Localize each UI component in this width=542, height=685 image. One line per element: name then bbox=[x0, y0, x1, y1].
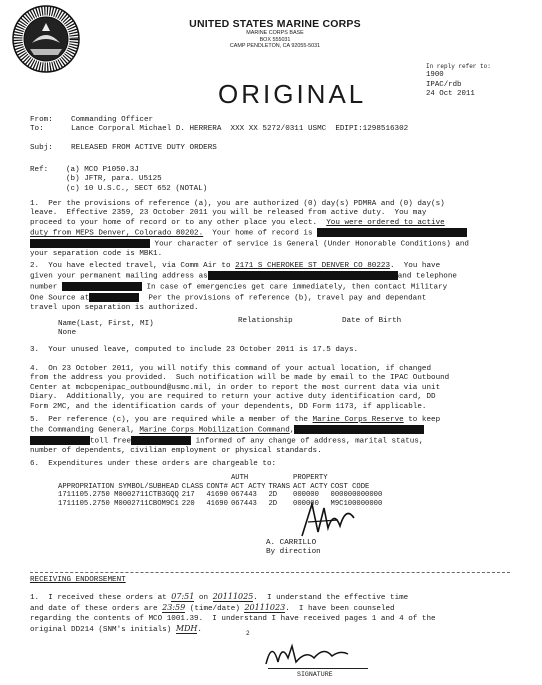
reply-reference-block bbox=[426, 62, 491, 100]
page-mark: 2 bbox=[246, 630, 250, 637]
signer-title: By direction bbox=[266, 548, 321, 556]
subject-line bbox=[30, 144, 217, 153]
p1-line: Your character of service is General (Under Honorable Conditions) and bbox=[150, 240, 469, 249]
p2-line: Per the provisions of reference (b), travel pay and dependant bbox=[139, 294, 427, 303]
reply-office: IPAC/rdb bbox=[426, 80, 462, 89]
reply-label: In reply refer to: bbox=[426, 63, 491, 70]
letterhead-line: MARINE CORPS BASE bbox=[246, 30, 304, 36]
paragraph-6: 6. Expenditures under these orders are chargeable to: bbox=[30, 460, 277, 468]
p4-line: Center at mcbcpenipac_outbound@usmc.mil, in order to report the most current data via unit bbox=[30, 383, 441, 392]
p2-line: number bbox=[30, 283, 62, 292]
redaction bbox=[208, 271, 398, 280]
redaction bbox=[317, 228, 467, 237]
table-cell: 41690 bbox=[206, 499, 228, 508]
p1-underlined: duty from MEPS Denver, Colorado 80202. bbox=[30, 229, 204, 238]
reference-list bbox=[66, 166, 207, 194]
separator-line bbox=[30, 572, 510, 573]
table-header-cell: ACT ACTY bbox=[293, 482, 328, 491]
table-cell: 000000000000 bbox=[330, 491, 383, 500]
table-header-cell bbox=[268, 474, 293, 483]
p1-line: 1. Per the provisions of reference (a), you are authorized (0) day(s) PDMRA and (0) day(s) bbox=[30, 200, 445, 208]
letterhead-title: UNITED STATES MARINE CORPS bbox=[189, 18, 361, 30]
original-stamp: ORIGINAL bbox=[218, 79, 367, 109]
paragraph-4 bbox=[30, 365, 535, 412]
redaction bbox=[30, 239, 150, 248]
handwritten-time: 23:59 bbox=[162, 603, 186, 613]
reference-item: (b) JFTR, para. U5125 bbox=[66, 175, 162, 184]
from-value: Commanding Officer bbox=[71, 116, 154, 124]
table-header-cell: ACT ACTY bbox=[230, 482, 266, 491]
table-header-cell bbox=[206, 474, 231, 483]
p5-line: informed of any change of address, marital status, bbox=[191, 437, 424, 446]
redaction bbox=[62, 282, 142, 291]
member-signature bbox=[262, 636, 352, 670]
receiving-endorsement bbox=[30, 592, 535, 636]
subj-label: Subj: bbox=[30, 144, 53, 152]
letterhead bbox=[150, 18, 400, 50]
p2-underlined: 2171 S CHEROKEE ST DENVER CO 80223 bbox=[235, 262, 391, 270]
endorsement-text: 1. I received these orders at bbox=[30, 594, 172, 602]
endorsement-text: regarding the contents of MCO 1001.39. I understand I have received pages 1 and 4 of the bbox=[30, 614, 436, 623]
p1-line: Your home of record is bbox=[203, 229, 318, 238]
department-of-navy-seal bbox=[12, 5, 80, 73]
p2-line: One Source at bbox=[30, 294, 90, 303]
signer-name: A. CARRILLO bbox=[266, 539, 317, 547]
table-cell: 2D bbox=[268, 499, 278, 508]
table-header-cell: TRANS bbox=[268, 482, 291, 491]
p2-line: given your permanent mailing address as bbox=[30, 272, 208, 281]
p2-line: travel upon separation is authorized. bbox=[30, 304, 199, 313]
p5-line: 5. Per reference (c), you are required while a member of the bbox=[30, 416, 313, 424]
p2-line: In case of emergencies get care immediately, then contact Military bbox=[141, 283, 448, 292]
table-cell: 1711105.2750 M0002711CTB3GQQ bbox=[58, 491, 179, 500]
p5-line: to keep bbox=[403, 416, 441, 424]
p5-line: toll free bbox=[90, 437, 132, 446]
table-header-cell bbox=[58, 474, 182, 483]
letterhead-line: CAMP PENDLETON, CA 92055-5031 bbox=[229, 43, 321, 50]
table-header-row bbox=[58, 483, 385, 492]
table-cell: 000000 bbox=[293, 491, 319, 500]
table-cell: 067443 bbox=[230, 499, 257, 508]
handwritten-date: 20111023 bbox=[244, 603, 286, 613]
p1-underlined: You were ordered to active bbox=[326, 218, 445, 227]
p2-line: and telephone bbox=[397, 272, 457, 281]
subj-value: RELEASED FROM ACTIVE DUTY ORDERS bbox=[71, 144, 217, 152]
dependents-relationship-header: Relationship bbox=[238, 317, 293, 325]
endorsement-text: original DD214 (SNM's initials) bbox=[30, 626, 176, 635]
from-label: From: bbox=[30, 116, 53, 124]
p4-line: Diary. Additionally, you are required to return your active duty identification card, DD bbox=[30, 393, 436, 402]
table-header-top bbox=[58, 474, 385, 483]
table-cell: 000000 bbox=[293, 499, 319, 508]
paragraph-3: 3. Your unused leave, computed to include 23 October 2011 is 17.5 days. bbox=[30, 346, 359, 354]
p1-line: your separation code is MBK1. bbox=[30, 250, 163, 259]
redaction bbox=[89, 293, 139, 302]
handwritten-initials: MDH bbox=[175, 624, 198, 634]
to-value: Lance Corporal Michael D. HERRERA XXX XX 5272/0311 USMC EDIPI:1298516302 bbox=[71, 125, 409, 133]
paragraph-1 bbox=[30, 200, 530, 259]
endorsement-text: (time/date) bbox=[185, 605, 245, 614]
table-cell: M9C100000000 bbox=[330, 499, 383, 508]
table-header-cell: AUTH bbox=[230, 474, 249, 482]
reply-date: 24 Oct 2011 bbox=[426, 90, 475, 99]
signature-line bbox=[268, 668, 368, 669]
table-cell: 220 bbox=[181, 499, 195, 508]
table-header-cell: APPROPRIATION SYMBOL/SUBHEAD bbox=[58, 482, 179, 491]
endorsement-text: and date of these orders are bbox=[30, 605, 163, 614]
table-cell: 1711105.2750 M0002711CBOM9C1 bbox=[58, 499, 179, 508]
table-cell: 41690 bbox=[206, 491, 228, 500]
dependents-name-header: Name(Last, First, MI) bbox=[58, 320, 154, 328]
p4-line: Form 2MC, and the identification cards of your dependents, DD Form 1173, if applicable. bbox=[30, 402, 427, 411]
p5-line: number of dependents, civilian employment or physical standards. bbox=[30, 447, 322, 456]
p2-line: . You have bbox=[390, 262, 441, 270]
table-header-cell bbox=[331, 474, 386, 483]
handwritten-date: 20111025 bbox=[212, 592, 254, 601]
p2-line: 2. You have elected travel, via Comm Air to bbox=[30, 262, 236, 270]
redaction bbox=[131, 436, 191, 445]
ref-label: Ref: bbox=[30, 166, 49, 174]
dependents-value: None bbox=[58, 329, 77, 337]
to-label: To: bbox=[30, 125, 44, 133]
table-header-cell: COST CODE bbox=[330, 482, 370, 491]
dependents-dob-header: Date of Birth bbox=[342, 317, 402, 325]
redaction bbox=[294, 425, 424, 434]
table-cell: 2D bbox=[268, 491, 278, 500]
p5-line: the Commanding General, bbox=[30, 426, 140, 435]
p5-underlined: Marine Corps Mobilization Command bbox=[139, 426, 290, 435]
endorsement-text: . bbox=[197, 626, 202, 635]
reference-item: (c) 10 U.S.C., SECT 652 (NOTAL) bbox=[66, 184, 208, 193]
p4-line: from the address you provided. Such notification will be made by email to the IPAC Outbound bbox=[30, 374, 450, 383]
handwritten-time: 07:51 bbox=[171, 592, 195, 601]
redaction bbox=[30, 436, 90, 445]
endorsement-text: . I understand the effective time bbox=[253, 594, 409, 602]
table-header-cell: PROPERTY bbox=[293, 474, 328, 482]
to-line bbox=[30, 125, 408, 134]
reply-code: 1900 bbox=[426, 71, 444, 80]
endorsement-text: on bbox=[194, 594, 213, 602]
paragraph-5 bbox=[30, 416, 535, 457]
table-cell: 217 bbox=[181, 491, 195, 500]
signer-signature bbox=[298, 498, 358, 540]
p5-underlined: Marine Corps Reserve bbox=[312, 416, 404, 424]
paragraph-2 bbox=[30, 262, 530, 314]
endorsement-text: . I have been counseled bbox=[285, 605, 395, 614]
table-cell: 067443 bbox=[230, 491, 257, 500]
p4-line: 4. On 23 October 2011, you will notify this command of your actual location, if changed bbox=[30, 365, 432, 373]
receiving-heading: RECEIVING ENDORSEMENT bbox=[30, 576, 126, 584]
table-header-cell: CLASS bbox=[181, 482, 204, 491]
from-line bbox=[30, 116, 153, 125]
reference-item: (a) MCO P1050.3J bbox=[66, 166, 139, 174]
letterhead-line: BOX 555031 bbox=[259, 36, 291, 43]
p1-line: leave. Effective 2359, 23 October 2011 you will be released from active duty. You may bbox=[30, 209, 427, 218]
table-header-cell bbox=[182, 474, 207, 483]
p5-line: , bbox=[289, 426, 295, 435]
table-header-cell: CONT# bbox=[206, 482, 228, 491]
p1-line: proceed to your home of record or to any other place you elect. bbox=[30, 218, 318, 227]
signature-label: SIGNATURE bbox=[297, 671, 333, 678]
